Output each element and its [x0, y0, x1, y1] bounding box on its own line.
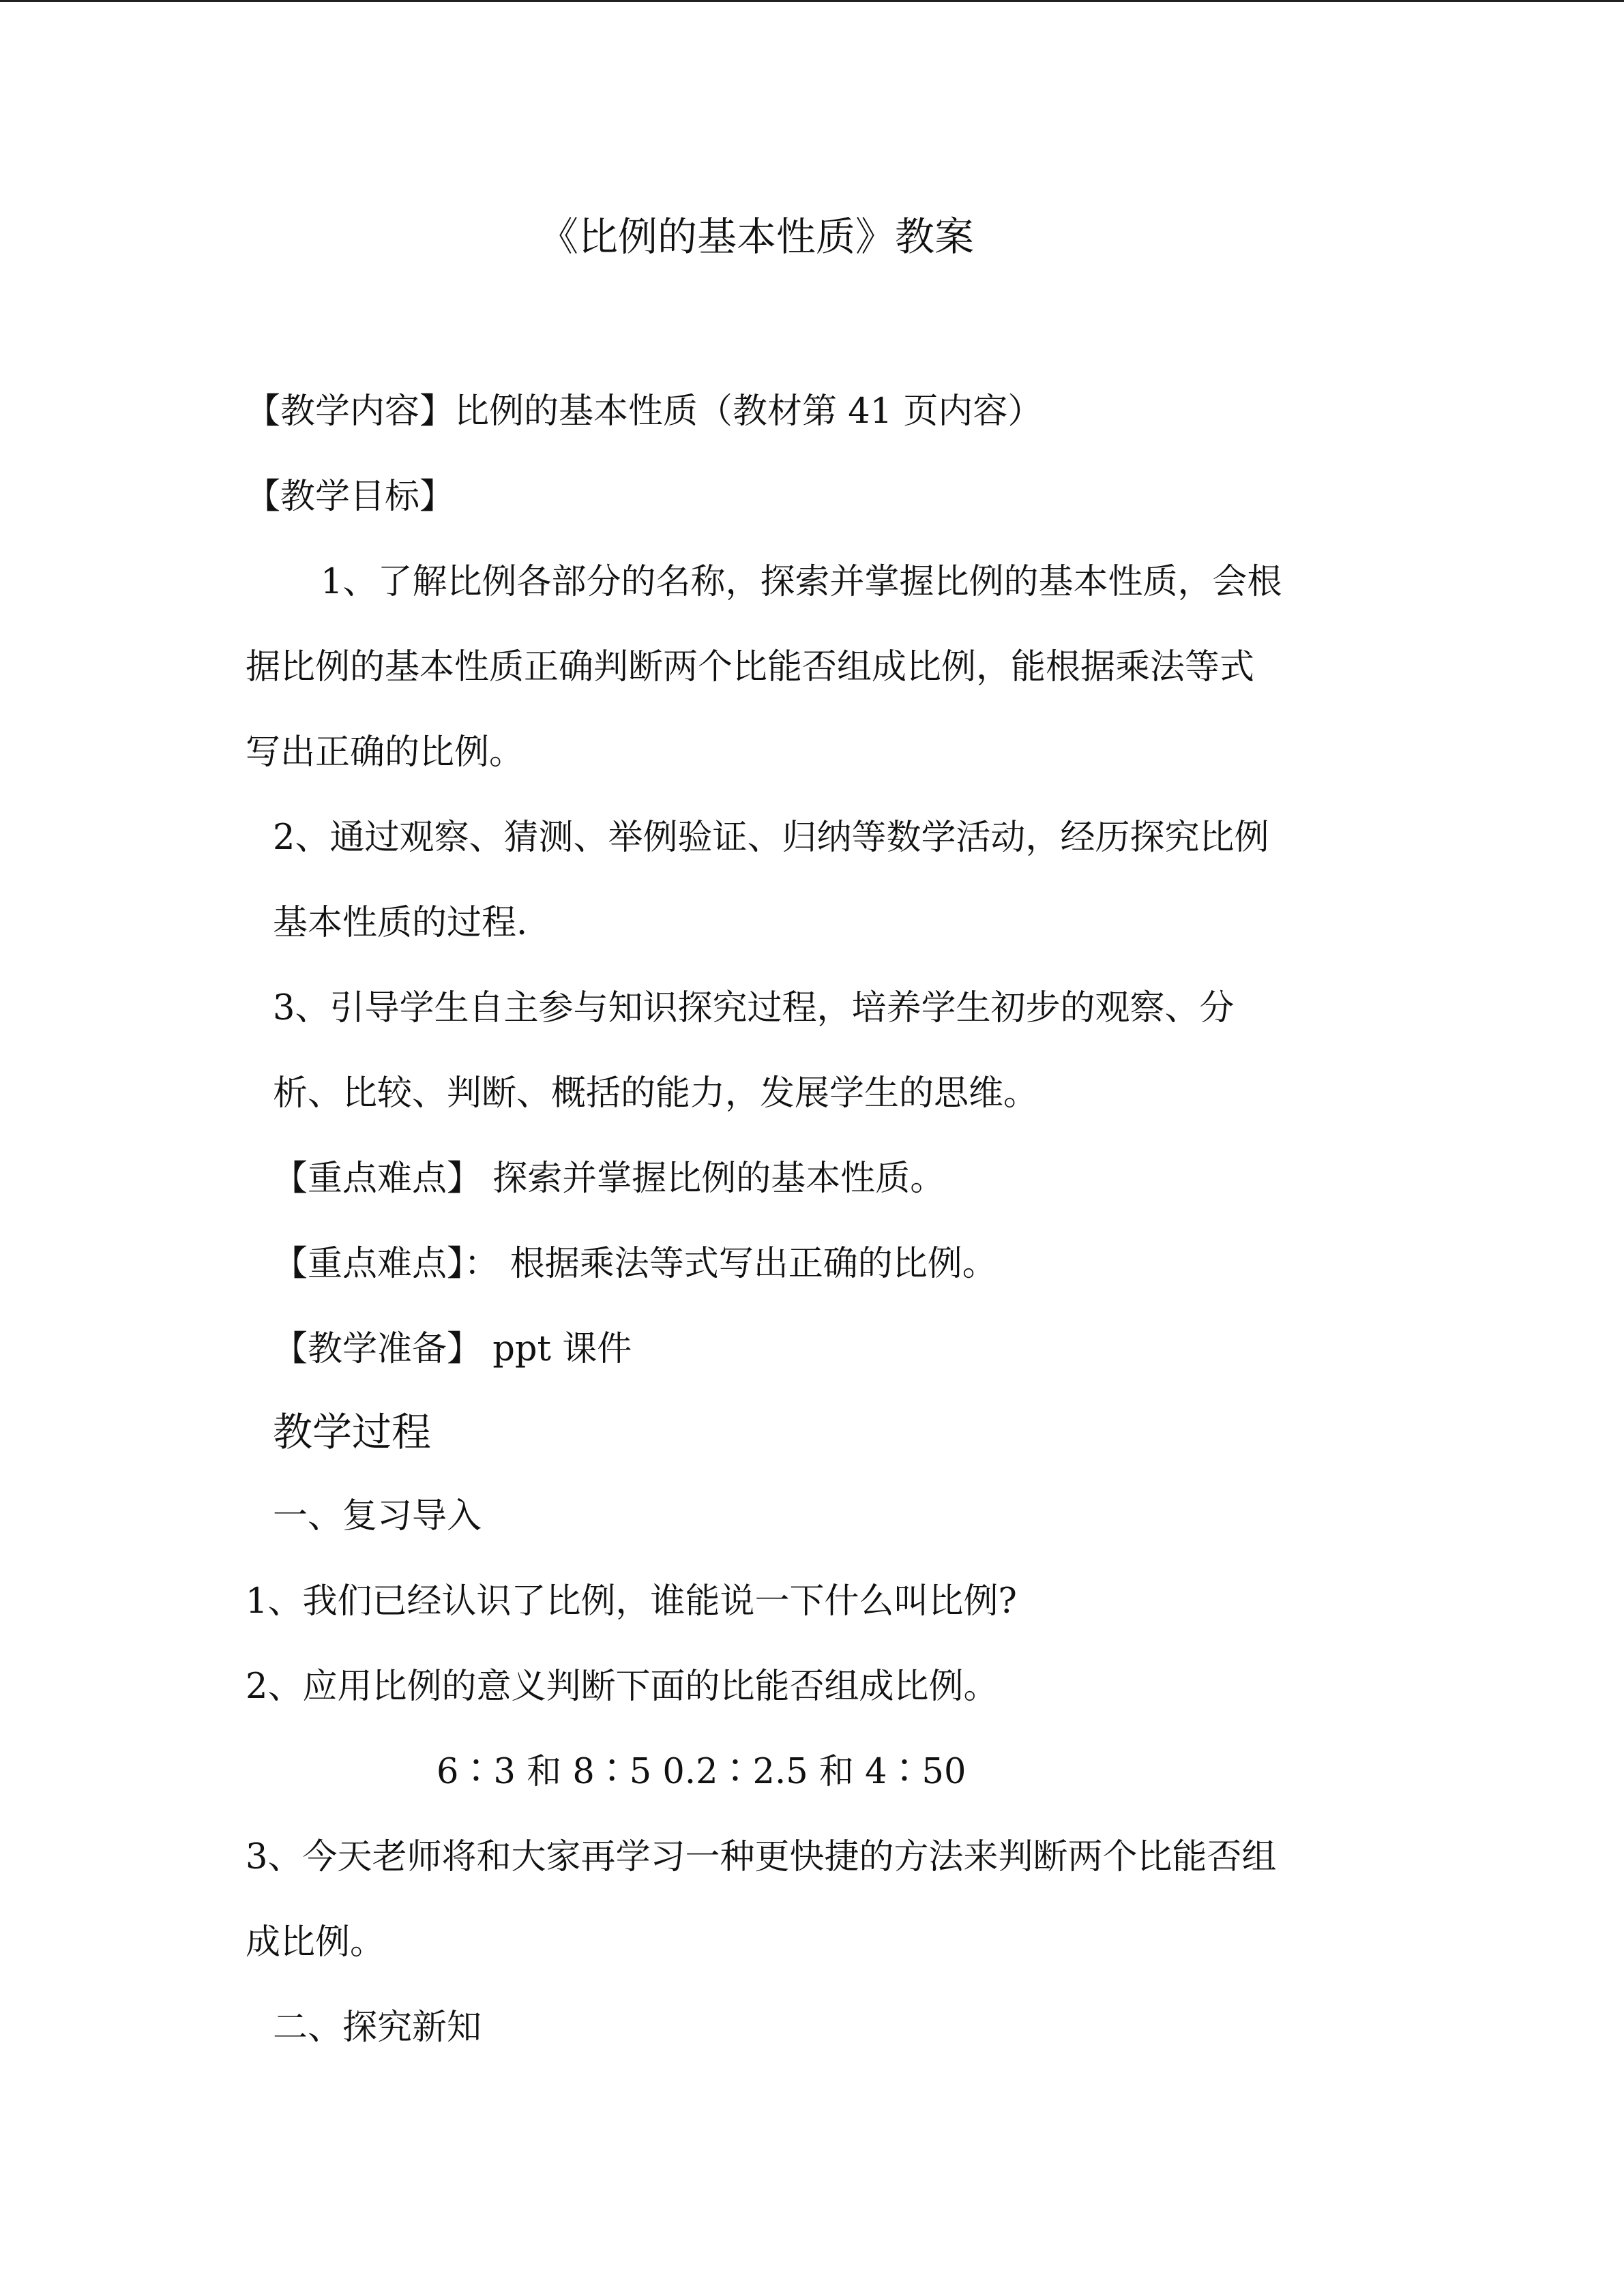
teaching-goals-heading: 【教学目标】 [246, 477, 455, 517]
goal-2-line-2: 基本性质的过程. [273, 903, 528, 943]
goal-1-line-2: 据比例的基本性质正确判断两个比能否组成比例，能根据乘法等式 [246, 647, 1255, 687]
review-question-3-line-2: 成比例。 [246, 1922, 385, 1963]
goal-2-line-1: 2、通过观察、猜测、举例验证、归纳等数学活动，经历探究比例 [273, 818, 1269, 858]
difficult-points-line: 【重点难点】： 根据乘法等式写出正确的比例。 [273, 1244, 997, 1284]
document-title: 《比例的基本性质》教案 [539, 213, 975, 260]
goal-1-line-1: 1、了解比例各部分的名称，探索并掌握比例的基本性质，会根 [321, 562, 1282, 602]
teaching-process-heading: 教学过程 [273, 1409, 432, 1455]
goal-3-line-2: 析、比较、判断、概括的能力，发展学生的思维。 [273, 1073, 1039, 1114]
goal-1-line-3: 写出正确的比例。 [246, 732, 525, 773]
teaching-preparation-line: 【教学准备】 ppt 课件 [273, 1329, 632, 1369]
key-points-line: 【重点难点】 探索并掌握比例的基本性质。 [273, 1159, 945, 1199]
review-question-1: 1、我们已经认识了比例，谁能说一下什么叫比例? [246, 1581, 1017, 1622]
teaching-content-line: 【教学内容】比例的基本性质（教材第 41 页内容） [246, 391, 1043, 432]
ratio-examples: 6∶3 和 8∶5 0.2∶2.5 和 4∶50 [437, 1752, 966, 1792]
review-question-2: 2、应用比例的意义判断下面的比能否组成比例。 [246, 1667, 999, 1707]
page-top-border [0, 0, 1624, 2]
section-2-heading: 二、探究新知 [273, 2008, 482, 2048]
section-1-heading: 一、复习导入 [273, 1496, 482, 1536]
goal-3-line-1: 3、引导学生自主参与知识探究过程，培养学生初步的观察、分 [273, 988, 1235, 1028]
review-question-3-line-1: 3、今天老师将和大家再学习一种更快捷的方法来判断两个比能否组 [246, 1837, 1277, 1877]
